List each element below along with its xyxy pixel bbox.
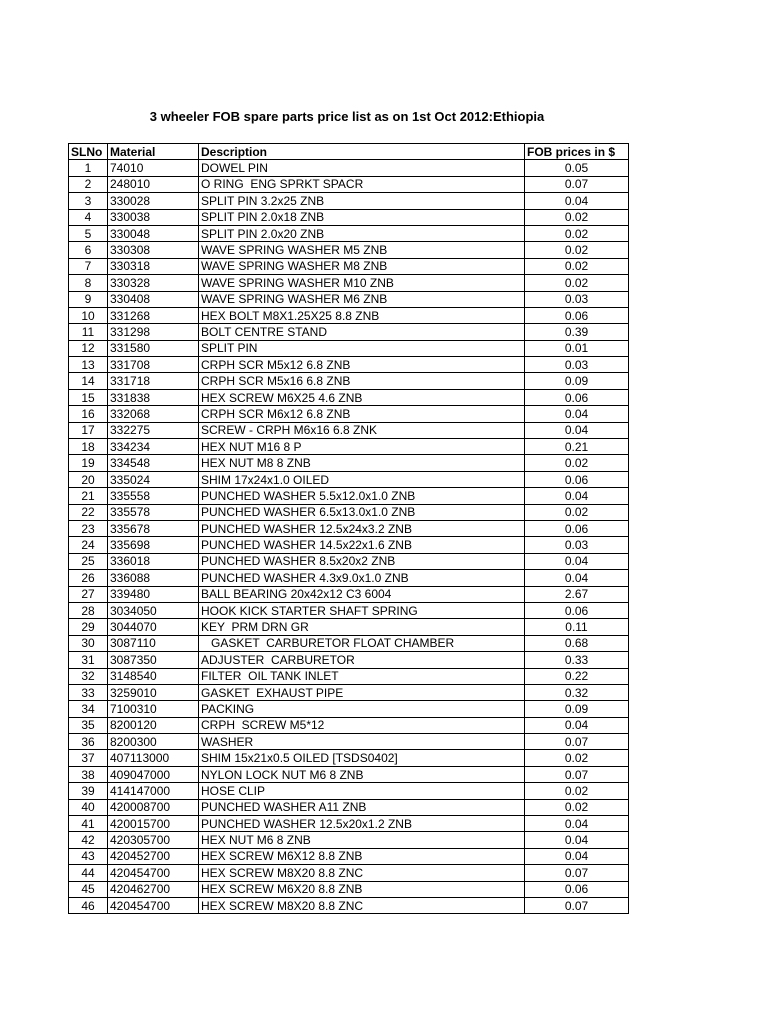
cell-fob-price: 0.02 [525,242,629,258]
cell-material: 8200300 [108,734,199,750]
table-body [69,160,629,914]
cell-description: HEX NUT M6 8 ZNB [199,832,525,848]
cell-description: PUNCHED WASHER 5.5x12.0x1.0 ZNB [199,488,525,504]
cell-fob-price: 0.04 [525,848,629,864]
cell-material: 420462700 [108,881,199,897]
cell-slno: 5 [69,225,108,241]
table-row [69,258,629,274]
table-row [69,619,629,635]
cell-fob-price: 0.06 [525,520,629,536]
cell-description: HEX NUT M16 8 P [199,439,525,455]
table-header-row [69,144,629,160]
cell-description: PUNCHED WASHER 14.5x22x1.6 ZNB [199,537,525,553]
table-row [69,471,629,487]
table-row [69,750,629,766]
column-header-description: Description [199,144,525,160]
cell-fob-price: 0.05 [525,160,629,176]
cell-material: 414147000 [108,783,199,799]
cell-slno: 39 [69,783,108,799]
cell-slno: 34 [69,701,108,717]
cell-fob-price: 0.07 [525,766,629,782]
table-row [69,897,629,913]
cell-slno: 38 [69,766,108,782]
cell-description: HOOK KICK STARTER SHAFT SPRING [199,602,525,618]
cell-description: PUNCHED WASHER 12.5x20x1.2 ZNB [199,816,525,832]
table-row [69,848,629,864]
cell-description: HEX BOLT M8X1.25X25 8.8 ZNB [199,307,525,323]
cell-fob-price: 0.68 [525,635,629,651]
table-row [69,307,629,323]
column-header-slno: SLNo [69,144,108,160]
cell-material: 3259010 [108,684,199,700]
cell-material: 335578 [108,504,199,520]
cell-fob-price: 0.09 [525,373,629,389]
cell-description: SPLIT PIN 2.0x20 ZNB [199,225,525,241]
cell-slno: 25 [69,553,108,569]
cell-material: 8200120 [108,717,199,733]
cell-fob-price: 0.07 [525,734,629,750]
cell-description: HEX SCREW M8X20 8.8 ZNC [199,865,525,881]
table-row [69,193,629,209]
table-row [69,586,629,602]
cell-description: BOLT CENTRE STAND [199,324,525,340]
table-row [69,324,629,340]
cell-description: SPLIT PIN 2.0x18 ZNB [199,209,525,225]
cell-material: 409047000 [108,766,199,782]
cell-slno: 16 [69,406,108,422]
table-row [69,225,629,241]
cell-description: O RING ENG SPRKT SPACR [199,176,525,192]
cell-fob-price: 0.01 [525,340,629,356]
cell-fob-price: 0.11 [525,619,629,635]
cell-slno: 42 [69,832,108,848]
table-row [69,422,629,438]
cell-slno: 43 [69,848,108,864]
cell-description: PUNCHED WASHER 8.5x20x2 ZNB [199,553,525,569]
cell-material: 74010 [108,160,199,176]
table-row [69,340,629,356]
table-row [69,701,629,717]
cell-material: 420015700 [108,816,199,832]
cell-fob-price: 0.39 [525,324,629,340]
cell-material: 330038 [108,209,199,225]
cell-description: FILTER OIL TANK INLET [199,668,525,684]
cell-material: 334234 [108,439,199,455]
cell-material: 331718 [108,373,199,389]
cell-material: 420452700 [108,848,199,864]
cell-fob-price: 0.07 [525,865,629,881]
cell-material: 332068 [108,406,199,422]
cell-slno: 15 [69,389,108,405]
cell-material: 339480 [108,586,199,602]
cell-fob-price: 0.04 [525,717,629,733]
cell-slno: 41 [69,816,108,832]
cell-fob-price: 0.06 [525,881,629,897]
table-row [69,242,629,258]
cell-description: BALL BEARING 20x42x12 C3 6004 [199,586,525,602]
cell-slno: 45 [69,881,108,897]
cell-fob-price: 2.67 [525,586,629,602]
table-row [69,734,629,750]
table-row [69,209,629,225]
cell-slno: 26 [69,570,108,586]
cell-slno: 23 [69,520,108,536]
cell-slno: 31 [69,652,108,668]
table-row [69,766,629,782]
cell-description: SCREW - CRPH M6x16 6.8 ZNK [199,422,525,438]
table-row [69,832,629,848]
cell-description: HEX SCREW M6X25 4.6 ZNB [199,389,525,405]
cell-slno: 22 [69,504,108,520]
cell-slno: 27 [69,586,108,602]
cell-material: 331838 [108,389,199,405]
cell-slno: 18 [69,439,108,455]
column-header-material: Material [108,144,199,160]
cell-material: 330048 [108,225,199,241]
table-row [69,176,629,192]
cell-slno: 44 [69,865,108,881]
table-row [69,520,629,536]
cell-fob-price: 0.06 [525,602,629,618]
cell-description: WASHER [199,734,525,750]
cell-description: HEX SCREW M6X20 8.8 ZNB [199,881,525,897]
table-row [69,275,629,291]
cell-description: SPLIT PIN [199,340,525,356]
table-row [69,488,629,504]
cell-slno: 20 [69,471,108,487]
table-row [69,373,629,389]
cell-description: SPLIT PIN 3.2x25 ZNB [199,193,525,209]
cell-material: 336018 [108,553,199,569]
cell-material: 330308 [108,242,199,258]
cell-slno: 10 [69,307,108,323]
cell-slno: 6 [69,242,108,258]
cell-fob-price: 0.21 [525,439,629,455]
cell-description: DOWEL PIN [199,160,525,176]
cell-slno: 21 [69,488,108,504]
table-row [69,537,629,553]
cell-description: PUNCHED WASHER A11 ZNB [199,799,525,815]
cell-fob-price: 0.04 [525,832,629,848]
table-row [69,816,629,832]
cell-description: CRPH SCREW M5*12 [199,717,525,733]
cell-material: 330318 [108,258,199,274]
cell-material: 3148540 [108,668,199,684]
cell-fob-price: 0.04 [525,488,629,504]
cell-fob-price: 0.32 [525,684,629,700]
cell-material: 7100310 [108,701,199,717]
table-row [69,652,629,668]
table-row [69,881,629,897]
cell-slno: 12 [69,340,108,356]
cell-fob-price: 0.22 [525,668,629,684]
cell-material: 335678 [108,520,199,536]
cell-fob-price: 0.02 [525,258,629,274]
cell-description: GASKET CARBURETOR FLOAT CHAMBER [199,635,525,651]
cell-fob-price: 0.02 [525,799,629,815]
cell-slno: 9 [69,291,108,307]
cell-material: 420454700 [108,897,199,913]
table-row [69,668,629,684]
cell-description: CRPH SCR M5x16 6.8 ZNB [199,373,525,389]
cell-description: HEX NUT M8 8 ZNB [199,455,525,471]
cell-material: 248010 [108,176,199,192]
cell-fob-price: 0.04 [525,553,629,569]
cell-slno: 2 [69,176,108,192]
cell-material: 336088 [108,570,199,586]
cell-fob-price: 0.06 [525,307,629,323]
cell-material: 420305700 [108,832,199,848]
table-row [69,570,629,586]
cell-description: CRPH SCR M6x12 6.8 ZNB [199,406,525,422]
cell-slno: 30 [69,635,108,651]
cell-slno: 1 [69,160,108,176]
cell-description: WAVE SPRING WASHER M6 ZNB [199,291,525,307]
column-header-fob-price: FOB prices in $ [525,144,629,160]
cell-fob-price: 0.06 [525,471,629,487]
cell-description: SHIM 17x24x1.0 OILED [199,471,525,487]
cell-fob-price: 0.06 [525,389,629,405]
cell-slno: 19 [69,455,108,471]
cell-material: 331580 [108,340,199,356]
table-row [69,406,629,422]
cell-material: 330028 [108,193,199,209]
cell-material: 331268 [108,307,199,323]
cell-slno: 35 [69,717,108,733]
cell-fob-price: 0.04 [525,193,629,209]
cell-description: HOSE CLIP [199,783,525,799]
cell-fob-price: 0.02 [525,504,629,520]
page-title: 3 wheeler FOB spare parts price list as on 1st Oct 2012:Ethiopia [149,109,545,124]
cell-slno: 3 [69,193,108,209]
cell-material: 331708 [108,357,199,373]
cell-description: PACKING [199,701,525,717]
cell-material: 331298 [108,324,199,340]
cell-material: 3087110 [108,635,199,651]
cell-material: 420454700 [108,865,199,881]
price-table [68,143,629,914]
cell-description: NYLON LOCK NUT M6 8 ZNB [199,766,525,782]
cell-material: 420008700 [108,799,199,815]
cell-material: 407113000 [108,750,199,766]
cell-slno: 8 [69,275,108,291]
cell-fob-price: 0.07 [525,897,629,913]
cell-material: 335558 [108,488,199,504]
cell-material: 330328 [108,275,199,291]
table-row [69,799,629,815]
cell-description: WAVE SPRING WASHER M10 ZNB [199,275,525,291]
cell-fob-price: 0.03 [525,291,629,307]
cell-description: KEY PRM DRN GR [199,619,525,635]
cell-description: PUNCHED WASHER 6.5x13.0x1.0 ZNB [199,504,525,520]
cell-fob-price: 0.02 [525,455,629,471]
table-row [69,553,629,569]
cell-fob-price: 0.04 [525,406,629,422]
table-row [69,439,629,455]
cell-fob-price: 0.02 [525,750,629,766]
cell-slno: 33 [69,684,108,700]
cell-slno: 36 [69,734,108,750]
cell-slno: 7 [69,258,108,274]
cell-slno: 28 [69,602,108,618]
cell-fob-price: 0.33 [525,652,629,668]
cell-slno: 46 [69,897,108,913]
table-row [69,783,629,799]
cell-slno: 17 [69,422,108,438]
cell-material: 3044070 [108,619,199,635]
table-row [69,389,629,405]
cell-fob-price: 0.03 [525,357,629,373]
cell-material: 335024 [108,471,199,487]
table-row [69,291,629,307]
cell-description: CRPH SCR M5x12 6.8 ZNB [199,357,525,373]
table-row [69,635,629,651]
cell-fob-price: 0.04 [525,422,629,438]
cell-material: 334548 [108,455,199,471]
cell-fob-price: 0.02 [525,275,629,291]
cell-slno: 29 [69,619,108,635]
table-row [69,865,629,881]
cell-material: 3034050 [108,602,199,618]
cell-fob-price: 0.02 [525,209,629,225]
cell-fob-price: 0.02 [525,225,629,241]
cell-slno: 11 [69,324,108,340]
cell-fob-price: 0.09 [525,701,629,717]
cell-description: HEX SCREW M8X20 8.8 ZNC [199,897,525,913]
table-row [69,684,629,700]
table-row [69,455,629,471]
cell-fob-price: 0.03 [525,537,629,553]
cell-description: HEX SCREW M6X12 8.8 ZNB [199,848,525,864]
cell-description: PUNCHED WASHER 4.3x9.0x1.0 ZNB [199,570,525,586]
cell-material: 332275 [108,422,199,438]
cell-slno: 4 [69,209,108,225]
cell-slno: 13 [69,357,108,373]
table-row [69,357,629,373]
cell-material: 330408 [108,291,199,307]
cell-fob-price: 0.07 [525,176,629,192]
cell-description: WAVE SPRING WASHER M5 ZNB [199,242,525,258]
cell-description: PUNCHED WASHER 12.5x24x3.2 ZNB [199,520,525,536]
cell-description: GASKET EXHAUST PIPE [199,684,525,700]
cell-material: 335698 [108,537,199,553]
table-row [69,717,629,733]
cell-fob-price: 0.04 [525,816,629,832]
cell-fob-price: 0.04 [525,570,629,586]
cell-fob-price: 0.02 [525,783,629,799]
cell-slno: 37 [69,750,108,766]
cell-description: ADJUSTER CARBURETOR [199,652,525,668]
cell-slno: 14 [69,373,108,389]
cell-description: SHIM 15x21x0.5 OILED [TSDS0402] [199,750,525,766]
table-row [69,504,629,520]
cell-material: 3087350 [108,652,199,668]
cell-description: WAVE SPRING WASHER M8 ZNB [199,258,525,274]
cell-slno: 40 [69,799,108,815]
cell-slno: 24 [69,537,108,553]
table-row [69,160,629,176]
cell-slno: 32 [69,668,108,684]
table-row [69,602,629,618]
